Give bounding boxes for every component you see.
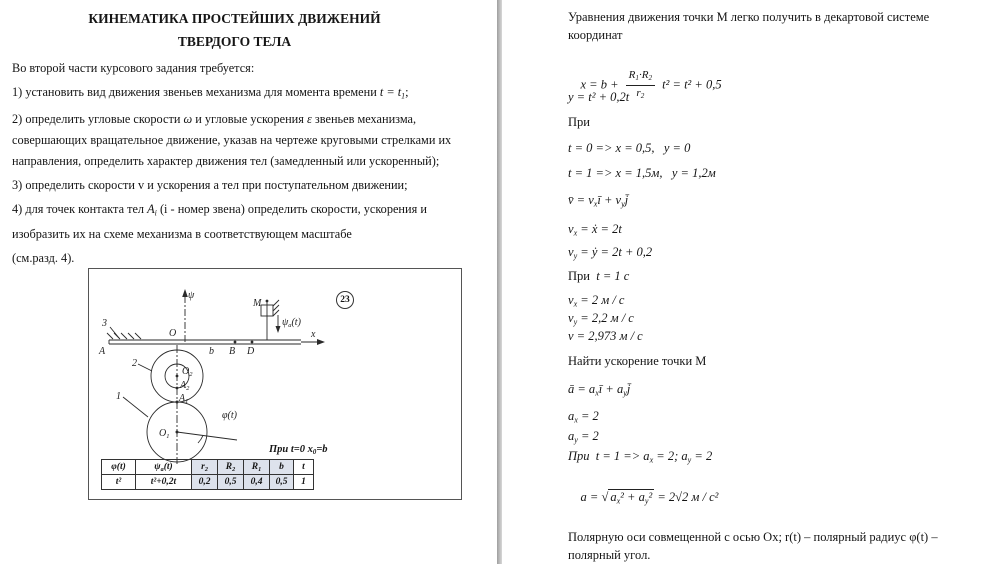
th-r2: $r_2$	[192, 460, 218, 475]
td-R1: 0,4	[244, 475, 270, 490]
value-vx: $v_x = 2$ м / с	[568, 293, 625, 309]
label-center-O1: $O_1$	[159, 428, 170, 440]
th-phi: φ(t)	[102, 460, 136, 475]
label-point-O: O	[169, 328, 177, 339]
paragraph-polar: Полярную оси совмещенной с осью Ox; r(t) – полярный радиус φ(t) – полярный угол.	[568, 530, 938, 562]
task-2: 2) определить угловые скорости ω и угловые ускорения ε звеньев механизма, совершающих вращательное движение, указав на чертеже круговыми стрелками их направления, определить характер движения тел (замедленный или ускоренный);	[12, 112, 452, 169]
psi-a-arrow-icon	[276, 315, 281, 333]
label-psi-a-law: $\psi_a(t)$	[282, 317, 301, 329]
equation-x-pre: x = b +	[580, 77, 622, 92]
table-header-row	[102, 460, 314, 475]
value-v: v = 2,973 м / с	[568, 329, 643, 343]
th-psi-a: $\psi_a(t)$	[136, 460, 192, 475]
equation-a-magnitude	[568, 470, 718, 528]
page-right	[502, 0, 1000, 564]
td-t: 1	[294, 475, 314, 490]
intro-paragraph: Во второй части курсового задания требуется:	[12, 61, 255, 75]
label-point-D: D	[247, 346, 255, 357]
label-point-A1: $A_1$	[179, 393, 189, 405]
equation-acceleration-vector: ā = $a_xī$ + $a_yj̄$	[568, 382, 631, 398]
label-link-3: 3	[102, 318, 107, 329]
th-t: t	[294, 460, 314, 475]
paragraph-equations-intro: Уравнения движения точки М легко получить в декартовой системе координат	[568, 10, 930, 42]
label-point-B: B	[229, 346, 236, 357]
label-x-axis: x	[311, 329, 316, 340]
equation-x-post: t² = t² + 0,5	[659, 77, 722, 92]
equation-ay: $a_y = 2$	[568, 429, 599, 445]
point-D	[251, 341, 254, 344]
label-point-A2: $A_2$	[180, 380, 190, 392]
value-vy: $v_y = 2,2$ м / с	[568, 311, 634, 327]
psi-axis	[182, 289, 188, 344]
label-psi-axis: ψ	[188, 290, 195, 301]
initial-condition: При t=0 $x_0=b$	[269, 444, 328, 457]
equation-ax: $a_x = 2$	[568, 409, 599, 425]
task-3: 3) определить скорости v и ускорения а тел при поступательном движении;	[12, 178, 408, 193]
equation-a-post: = 2√2 м / с²	[654, 490, 719, 504]
point-B	[234, 341, 237, 344]
label-link-2: 2	[132, 358, 137, 369]
label-center-O2: $O_2$	[182, 366, 193, 378]
equation-a-pre: a =	[580, 490, 602, 504]
leader-1	[123, 397, 148, 417]
equation-vx: $v_x$ = ẋ = 2t	[568, 222, 622, 238]
document-title-line2: ТВЕРДОГО ТЕЛА	[177, 34, 292, 49]
leader-3	[110, 327, 119, 338]
task-1: 1) установить вид движения звеньев механизма для момента времени $t = t_1$;	[12, 85, 409, 101]
figure-number: 23	[336, 291, 354, 309]
wheel-2	[151, 350, 203, 404]
th-R2: $R_2$	[218, 460, 244, 475]
th-R1: $R_1$	[244, 460, 270, 475]
document-title-line1: КИНЕМАТИКА ПРОСТЕЙШИХ ДВИЖЕНИЙ	[88, 11, 381, 26]
label-point-A: A	[99, 346, 106, 357]
sqrt-icon: √	[601, 490, 609, 504]
fraction-numerator: $R_1\cdot R_2$	[626, 68, 655, 86]
wall-hatch-icon	[107, 333, 141, 339]
leader-2	[138, 364, 152, 371]
td-phi: t²	[102, 475, 136, 490]
label-link-1: 1	[116, 391, 121, 402]
equation-x	[568, 50, 722, 121]
td-psi-a: t²+0,2t	[136, 475, 192, 490]
th-b: b	[270, 460, 294, 475]
fraction-denominator: $r_2$	[636, 87, 645, 101]
equation-y: y = t² + 0,2t	[568, 90, 630, 104]
radicand: $a_x^2 + a_y^2$	[610, 490, 653, 506]
task-4: 4) для точек контакта тел $A_i$ (i - номер звена) определить скорости, ускорения и изобразить их на схеме механизма в соответствующем масштабе	[12, 202, 427, 241]
td-b: 0,5	[270, 475, 294, 490]
rod-M	[261, 300, 279, 340]
bar-link-3	[109, 340, 301, 344]
label-phi-angle: φ(t)	[222, 410, 237, 421]
table-values-row	[102, 475, 314, 490]
figure-23	[88, 268, 462, 500]
label-point-M: M	[253, 298, 262, 309]
fraction	[626, 68, 655, 103]
td-R2: 0,5	[218, 475, 244, 490]
equation-vy: $v_y$ = ẏ = 2t + 0,2	[568, 245, 653, 261]
text-pri-3: При $t = 1 => a_x = 2$; $a_y = 2$	[568, 449, 713, 465]
task-4-tail: (см.разд. 4).	[12, 250, 75, 265]
td-r2: 0,2	[192, 475, 218, 490]
equation-t1: t = 1 => x = 1,5м, y = 1,2м	[568, 166, 716, 180]
text-find-acceleration: Найти ускорение точки М	[568, 354, 707, 368]
equation-t0: t = 0 => x = 0,5, y = 0	[568, 141, 691, 155]
figure-parameters-table	[101, 459, 314, 490]
equation-velocity-vector: v̄ = $v_xī$ + $v_yj̄$	[568, 193, 629, 209]
text-pri-2: При t = 1 с	[568, 269, 630, 283]
label-distance-b: b	[209, 346, 214, 357]
text-pri-1: При	[568, 115, 590, 129]
